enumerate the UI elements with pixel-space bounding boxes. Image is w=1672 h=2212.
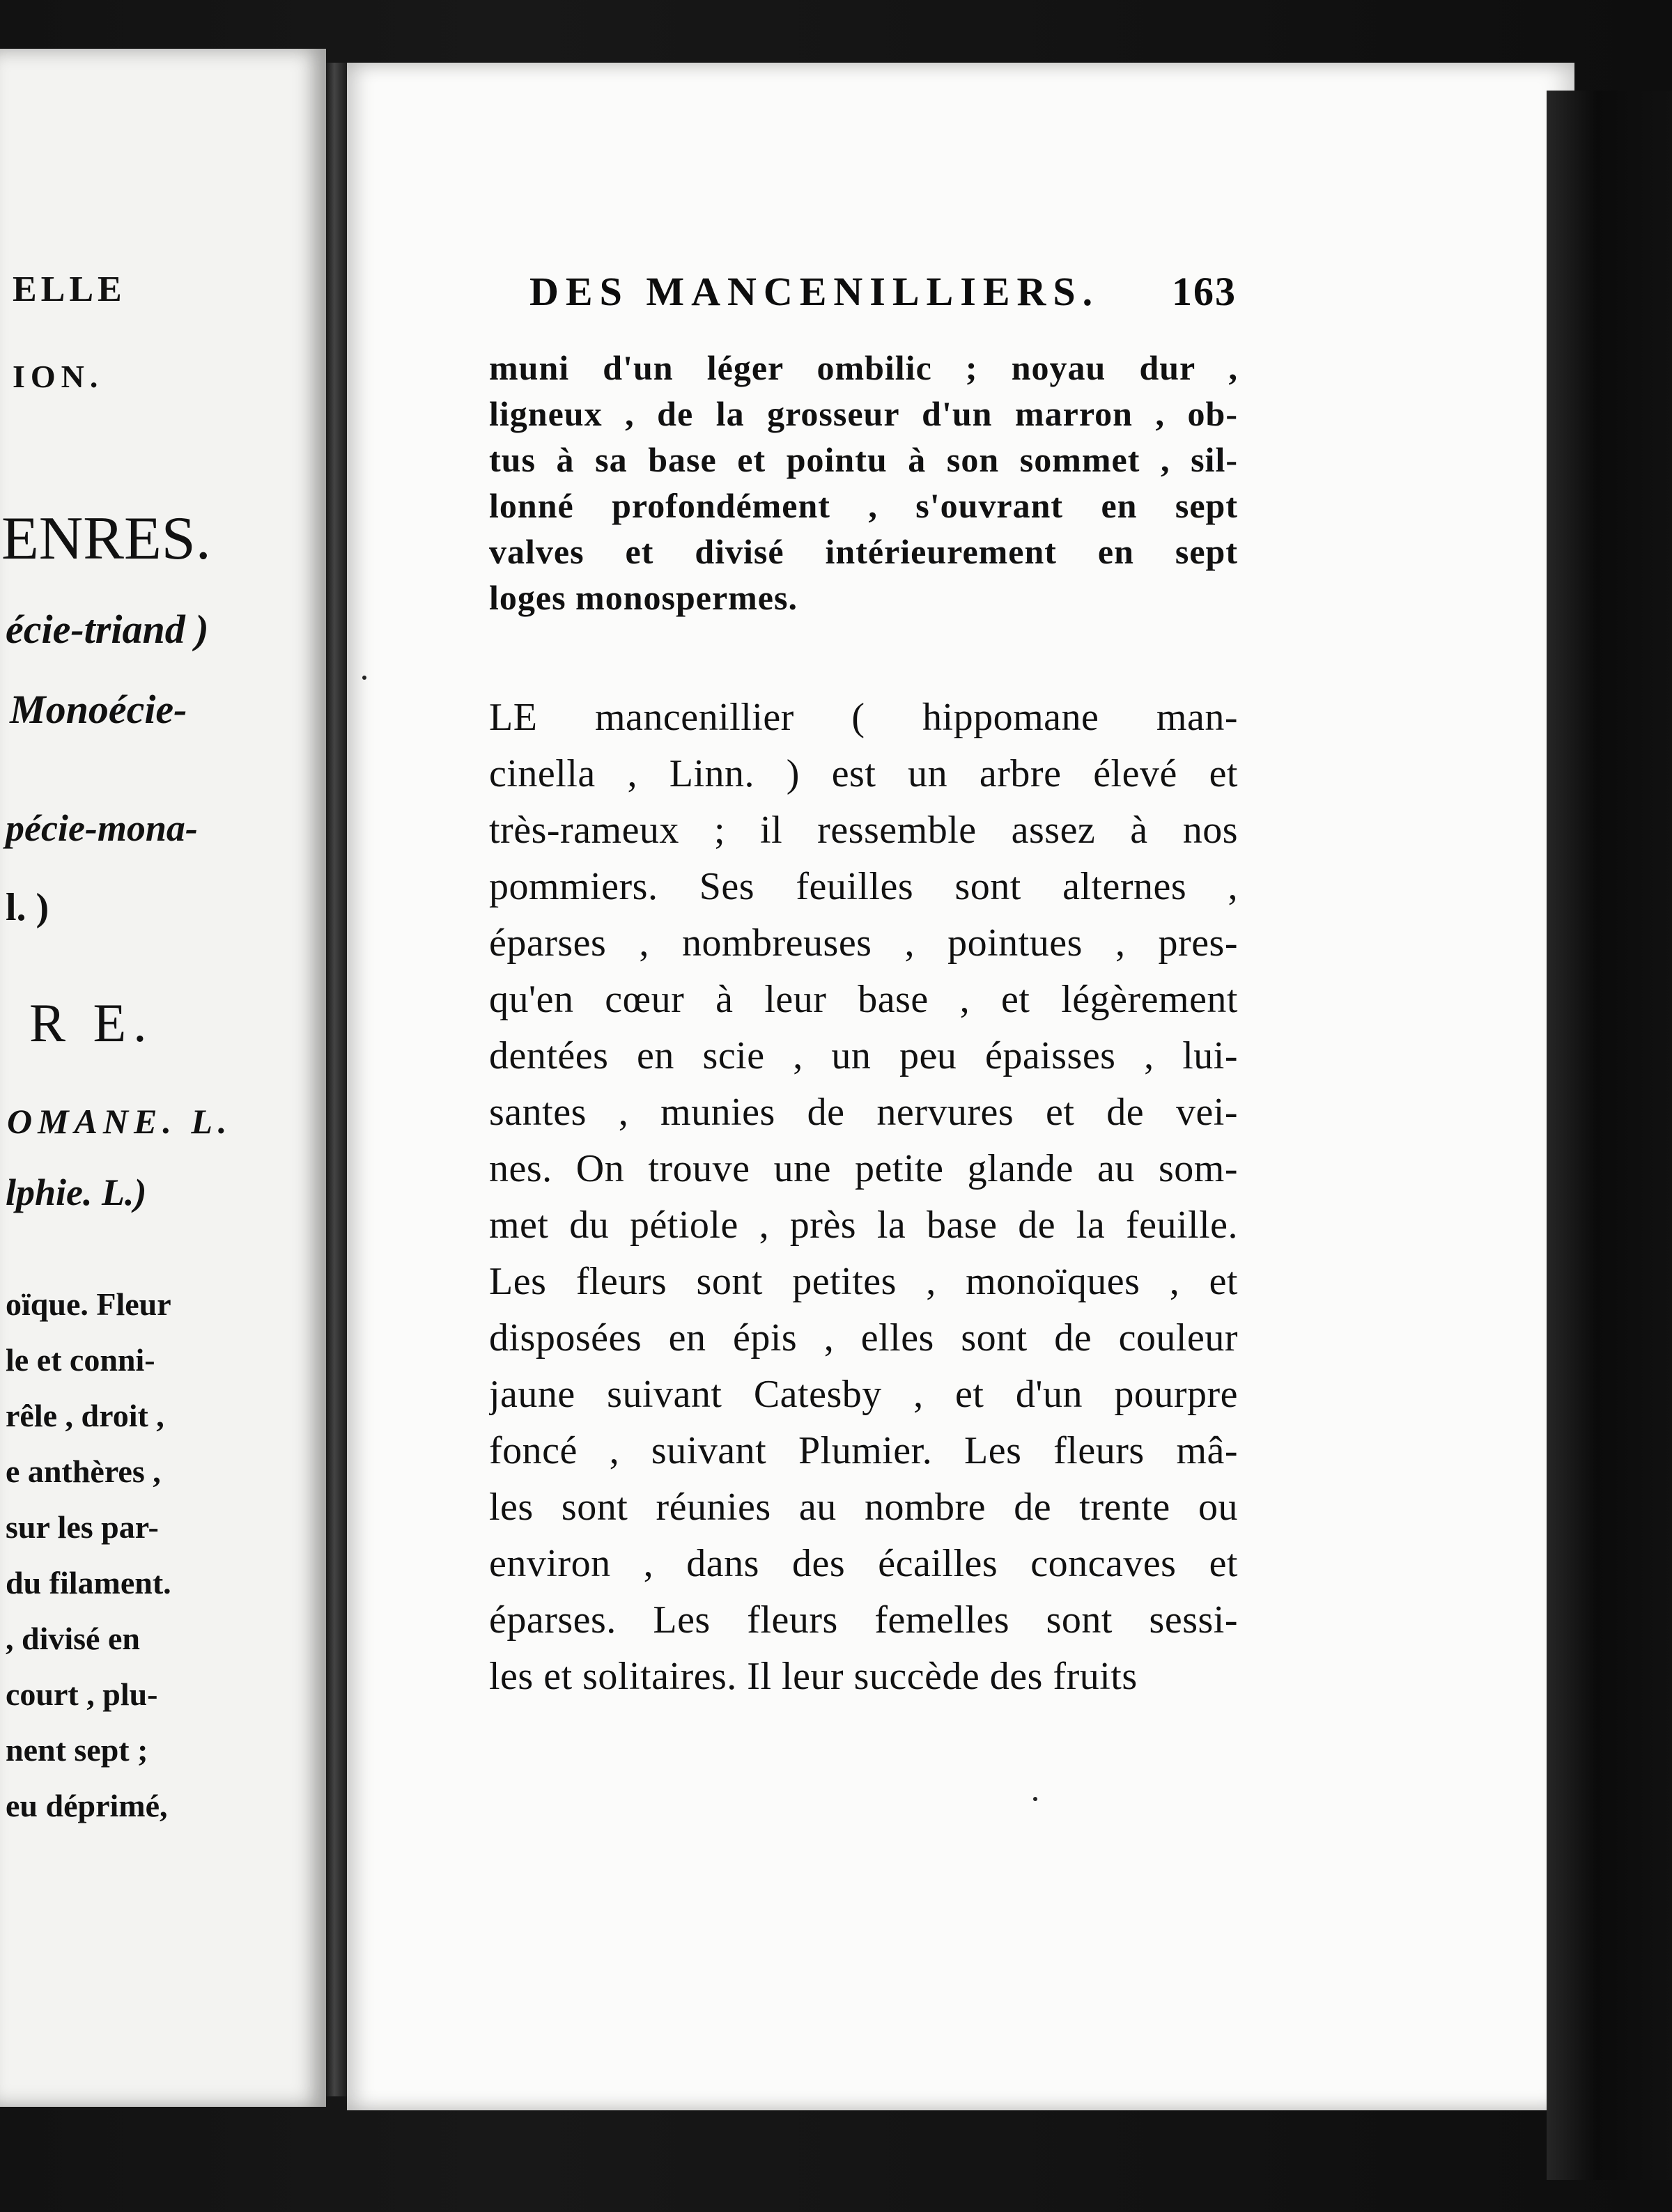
intro-line-1: muni d'un léger ombilic ; noyau dur , — [489, 348, 1238, 387]
left-line-18: court , plu- — [6, 1676, 158, 1712]
book-gutter — [326, 63, 347, 2096]
left-line-5: Monoécie- — [10, 687, 187, 732]
main-line-11: Les fleurs sont petites , monoïques , et — [489, 1260, 1238, 1303]
left-line-1: ELLE — [13, 270, 126, 309]
main-line-14: foncé , suivant Plumier. Les fleurs mâ- — [489, 1429, 1238, 1472]
left-line-2: ION. — [13, 359, 104, 394]
left-line-14: e anthères , — [6, 1454, 161, 1489]
page-edge-shadow — [1547, 91, 1672, 2180]
main-line-17: éparses. Les fleurs femelles sont sessi- — [489, 1598, 1238, 1642]
main-line-5: éparses , nombreuses , pointues , pres- — [489, 921, 1238, 965]
left-line-8: R E. — [29, 992, 154, 1053]
page-header — [529, 268, 1237, 324]
left-page-fragment — [0, 49, 326, 2107]
main-line-7: dentées en scie , un peu épaisses , lui- — [489, 1034, 1238, 1077]
main-line-18: les et solitaires. Il leur succède des fruits — [489, 1655, 1138, 1698]
intro-line-5: valves et divisé intérieurement en sept — [489, 532, 1238, 571]
left-line-4: écie-triand ) — [6, 607, 209, 652]
left-line-19: nent sept ; — [6, 1732, 148, 1768]
main-line-4: pommiers. Ses feuilles sont alternes , — [489, 865, 1238, 908]
main-line-6: qu'en cœur à leur base , et légèrement — [489, 978, 1238, 1021]
intro-line-3: tus à sa base et pointu à son sommet , sil- — [489, 440, 1238, 479]
main-line-13: jaune suivant Catesby , et d'un pourpre — [489, 1373, 1238, 1416]
left-page-text — [0, 49, 326, 2107]
main-line-8: santes , munies de nervures et de vei- — [489, 1091, 1238, 1134]
intro-line-6: loges monospermes. — [489, 578, 798, 617]
intro-line-4: lonné profondément , s'ouvrant en sept — [489, 486, 1238, 525]
left-line-17: , divisé en — [6, 1621, 140, 1656]
running-head: DES MANCENILLIERS. — [529, 269, 1100, 314]
main-paragraph — [489, 690, 1238, 1705]
left-line-12: le et conni- — [6, 1342, 155, 1378]
left-line-11: oïque. Fleur — [6, 1286, 171, 1322]
left-line-15: sur les par- — [6, 1509, 159, 1545]
speck-mark — [362, 676, 366, 680]
page-number: 163 — [1172, 269, 1237, 314]
main-line-12: disposées en épis , elles sont de couleur — [489, 1316, 1238, 1360]
main-line-2: cinella , Linn. ) est un arbre élevé et — [489, 752, 1238, 795]
main-line-1: LE mancenillier ( hippomane man- — [489, 696, 1238, 739]
main-line-15: les sont réunies au nombre de trente ou — [489, 1486, 1238, 1529]
left-line-10: lphie. L.) — [6, 1171, 147, 1213]
left-line-16: du filament. — [6, 1565, 171, 1600]
left-line-3: ENRES. — [1, 505, 211, 573]
intro-line-2: ligneux , de la grosseur d'un marron , ob- — [489, 394, 1238, 433]
left-line-7: l. ) — [6, 886, 49, 929]
left-line-20: eu déprimé, — [6, 1788, 168, 1823]
intro-paragraph — [489, 345, 1238, 621]
main-line-3: très-rameux ; il ressemble assez à nos — [489, 809, 1238, 852]
left-line-9: OMANE. L. — [7, 1102, 233, 1141]
left-line-13: rêle , droit , — [6, 1398, 164, 1433]
main-line-16: environ , dans des écailles concaves et — [489, 1542, 1238, 1585]
main-line-10: met du pétiole , près la base de la feuille. — [489, 1204, 1238, 1247]
main-line-9: nes. On trouve une petite glande au som- — [489, 1147, 1238, 1190]
left-line-6: pécie-mona- — [6, 807, 198, 849]
speck-mark-2 — [1033, 1797, 1037, 1801]
